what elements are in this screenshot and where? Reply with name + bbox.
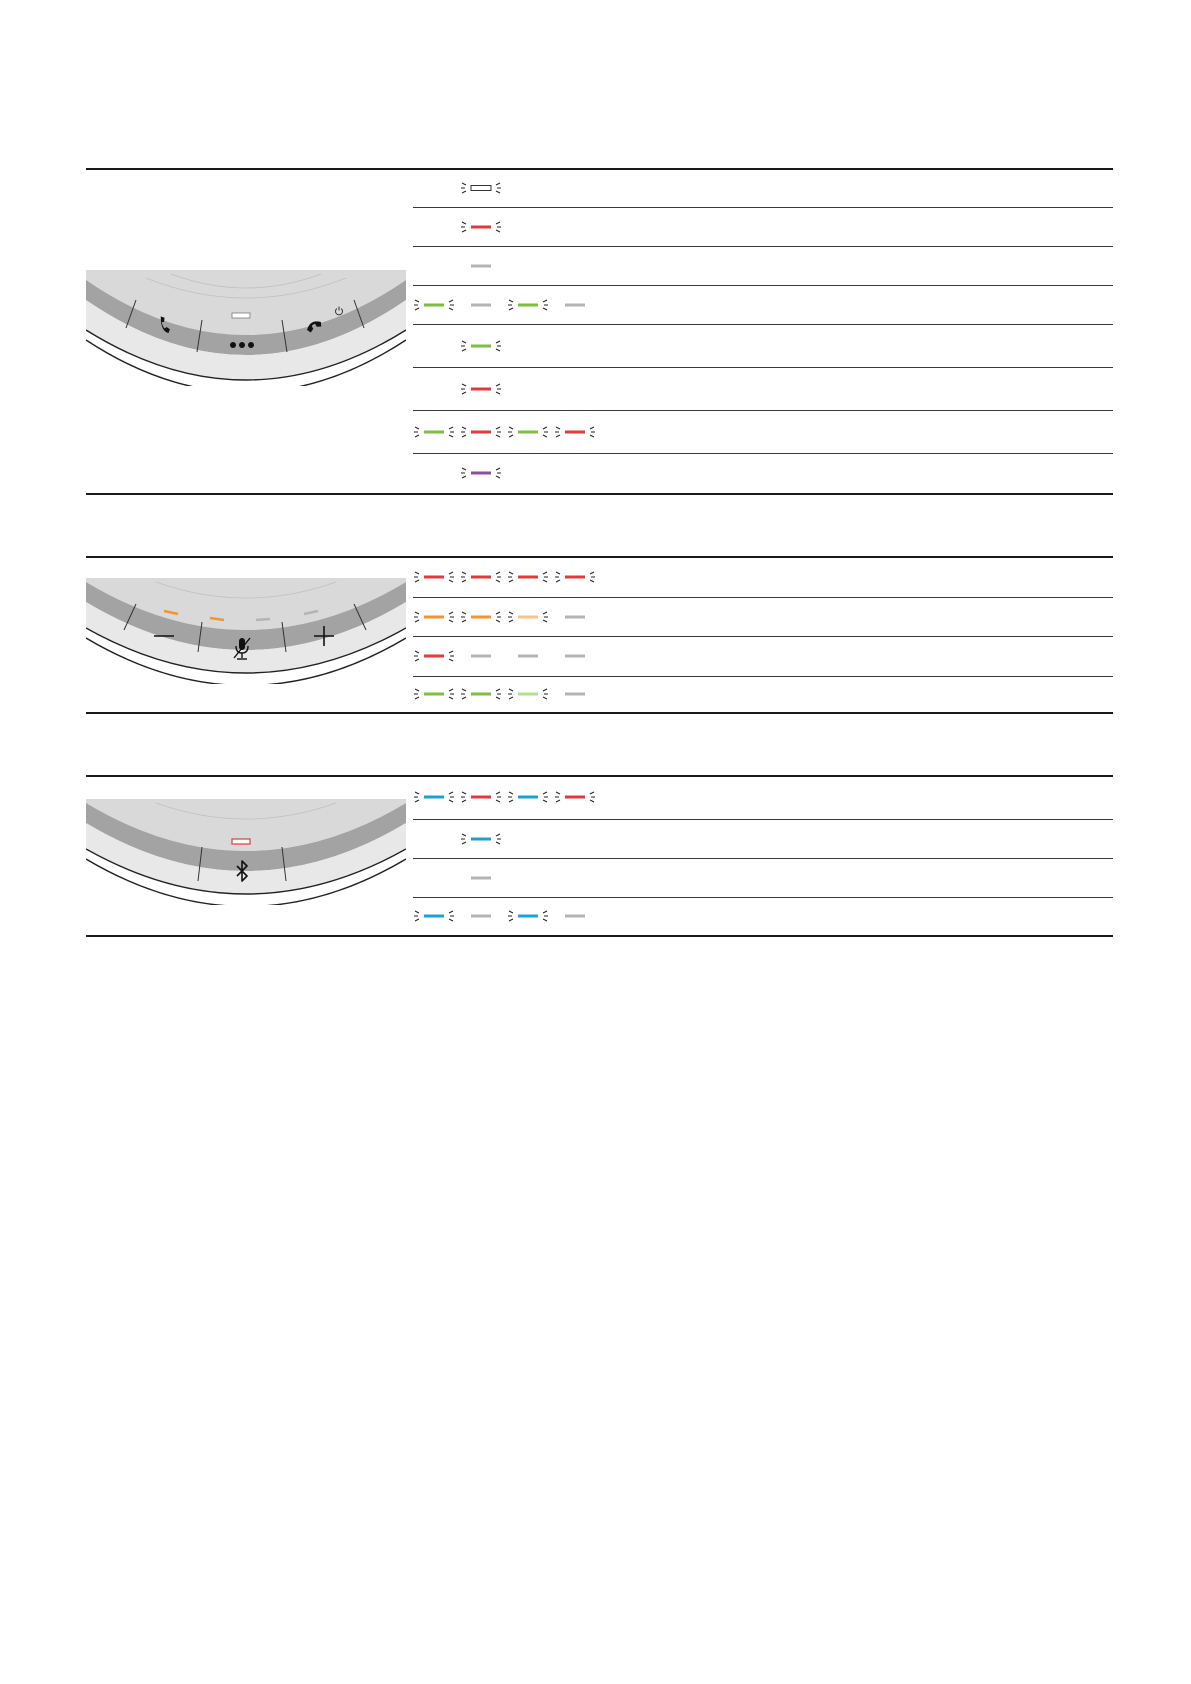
- blinking-green-led-icon: [460, 686, 502, 702]
- blinking-green-led-icon: [413, 686, 455, 702]
- blinking-red-led-icon: [460, 789, 502, 805]
- steady-grey-led-icon: [460, 648, 502, 664]
- blinking-green-led-icon: [460, 338, 502, 354]
- steady-grey-led-icon: [554, 297, 596, 313]
- blinking-blue-led-icon: [413, 789, 455, 805]
- blinking-blue-led-icon: [507, 789, 549, 805]
- section-1-bottom-rule: [86, 493, 1113, 495]
- device-call-controls-illustration: [86, 270, 406, 386]
- blinking-blue-led-icon: [460, 831, 502, 847]
- blinking-green-led-icon: [507, 424, 549, 440]
- led-pattern-row: [413, 285, 1113, 324]
- led-pattern-row: [413, 897, 1113, 935]
- blinking-red-led-icon: [460, 381, 502, 397]
- blinking-green-led-icon: [413, 297, 455, 313]
- led-pattern-row: [413, 246, 1113, 285]
- led-pattern-row: [413, 324, 1113, 367]
- led-pattern-row: [413, 858, 1113, 897]
- power-icon: [334, 306, 344, 316]
- led-pattern-row: [413, 597, 1113, 636]
- led-pattern-row: [413, 676, 1113, 712]
- led-pattern-row: [413, 168, 1113, 207]
- phone-pickup-icon[interactable]: [155, 316, 173, 334]
- blinking-green-led-icon: [413, 424, 455, 440]
- blinking-red-led-icon: [554, 424, 596, 440]
- volume-plus-icon[interactable]: [314, 626, 334, 646]
- steady-grey-led-icon: [554, 609, 596, 625]
- device-volume-mute-illustration: [86, 578, 406, 684]
- steady-grey-led-icon: [460, 258, 502, 274]
- led-pattern-row: [413, 556, 1113, 597]
- led-pattern-row: [413, 636, 1113, 676]
- blinking-red-led-icon: [413, 648, 455, 664]
- steady-grey-led-icon: [554, 686, 596, 702]
- volume-minus-icon[interactable]: [154, 634, 174, 638]
- blinking-red-led-icon: [460, 219, 502, 235]
- steady-grey-led-icon: [460, 870, 502, 886]
- steady-grey-led-icon: [507, 648, 549, 664]
- led-pattern-row: [413, 819, 1113, 858]
- steady-grey-led-icon: [460, 908, 502, 924]
- blinking-blue-led-icon: [413, 908, 455, 924]
- led-pattern-row: [413, 367, 1113, 410]
- blinking-red-led-icon: [460, 424, 502, 440]
- blinking-purple-led-icon: [460, 465, 502, 481]
- section-3-bottom-rule: [86, 935, 1113, 937]
- led-pattern-row: [413, 453, 1113, 493]
- led-pattern-row: [413, 775, 1113, 819]
- section-2-bottom-rule: [86, 712, 1113, 714]
- blinking-red-led-icon: [507, 569, 549, 585]
- device-bluetooth-illustration: [86, 799, 406, 905]
- blinking-red-led-icon: [554, 569, 596, 585]
- blinking-light-green-led-icon: [507, 686, 549, 702]
- blinking-green-led-icon: [507, 297, 549, 313]
- led-pattern-row: [413, 410, 1113, 453]
- more-options-icon[interactable]: [229, 341, 255, 349]
- steady-grey-led-icon: [554, 908, 596, 924]
- led-pattern-row: [413, 207, 1113, 246]
- steady-grey-led-icon: [460, 297, 502, 313]
- blinking-blue-led-icon: [507, 908, 549, 924]
- phone-hangup-icon[interactable]: [304, 318, 324, 334]
- blinking-light-orange-led-icon: [507, 609, 549, 625]
- steady-grey-led-icon: [554, 648, 596, 664]
- blinking-red-led-icon: [413, 569, 455, 585]
- mic-mute-icon[interactable]: [231, 636, 253, 662]
- blinking-red-led-icon: [460, 569, 502, 585]
- blinking-red-led-icon: [554, 789, 596, 805]
- blinking-orange-led-icon: [460, 609, 502, 625]
- bluetooth-icon[interactable]: [235, 860, 249, 882]
- blinking-orange-led-icon: [413, 609, 455, 625]
- blinking-white-outline-led-icon: [460, 180, 502, 196]
